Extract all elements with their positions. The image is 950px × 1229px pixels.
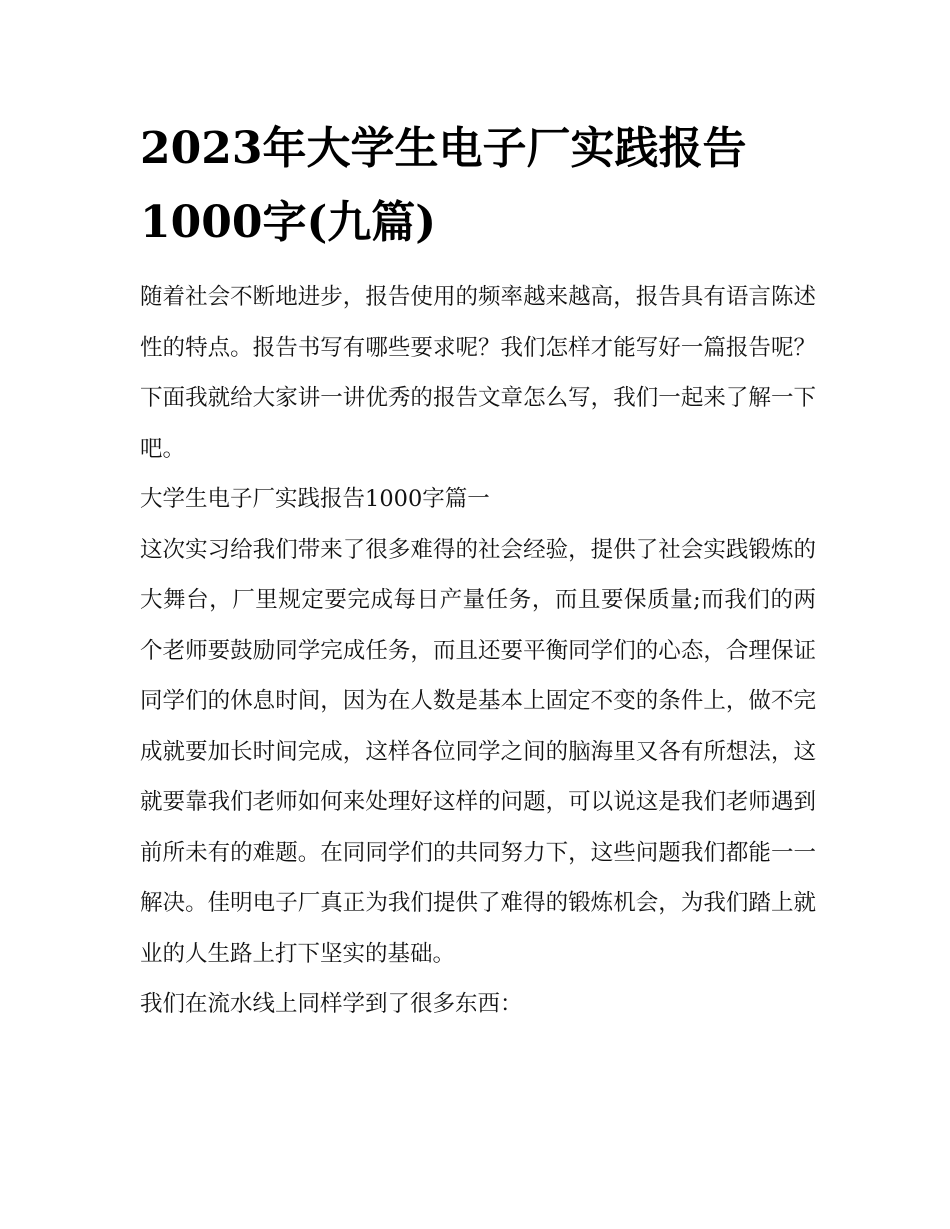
body-paragraph: 我们在流水线上同样学到了很多东西： [140,991,523,1017]
document-title: 2023年大学生电子厂实践报告1000字(九篇) [140,123,747,248]
document-page [140,112,816,1030]
section-heading: 大学生电子厂实践报告1000字篇一 [140,486,490,512]
document-body [140,272,816,1030]
intro-paragraph: 随着社会不断地进步，报告使用的频率越来越高，报告具有语言陈述性的特点。报告书写有哪些要求呢？我们怎样才能写好一篇报告呢？下面我就给大家讲一讲优秀的报告文章怎么写，我们一起来了解一下吧。 [140,284,816,462]
body-paragraph: 这次实习给我们带来了很多难得的社会经验，提供了社会实践锻炼的大舞台，厂里规定要完成每日产量任务，而且要保质量;而我们的两个老师要鼓励同学完成任务，而且还要平衡同学们的心态，合理保证同学们的休息时间，因为在人数是基本上固定不变的条件上，做不完成就要加长时间完成，这样各位同学之间的脑海里又各有所想法，这就要靠我们老师如何来处理好这样的问题，可以说这是我们老师遇到前所未有的难题。在同同学们的共同努力下，这些问题我们都能一一解决。佳明电子厂真正为我们提供了难得的锻炼机会，为我们踏上就业的人生路上打下坚实的基础。 [140,536,816,967]
